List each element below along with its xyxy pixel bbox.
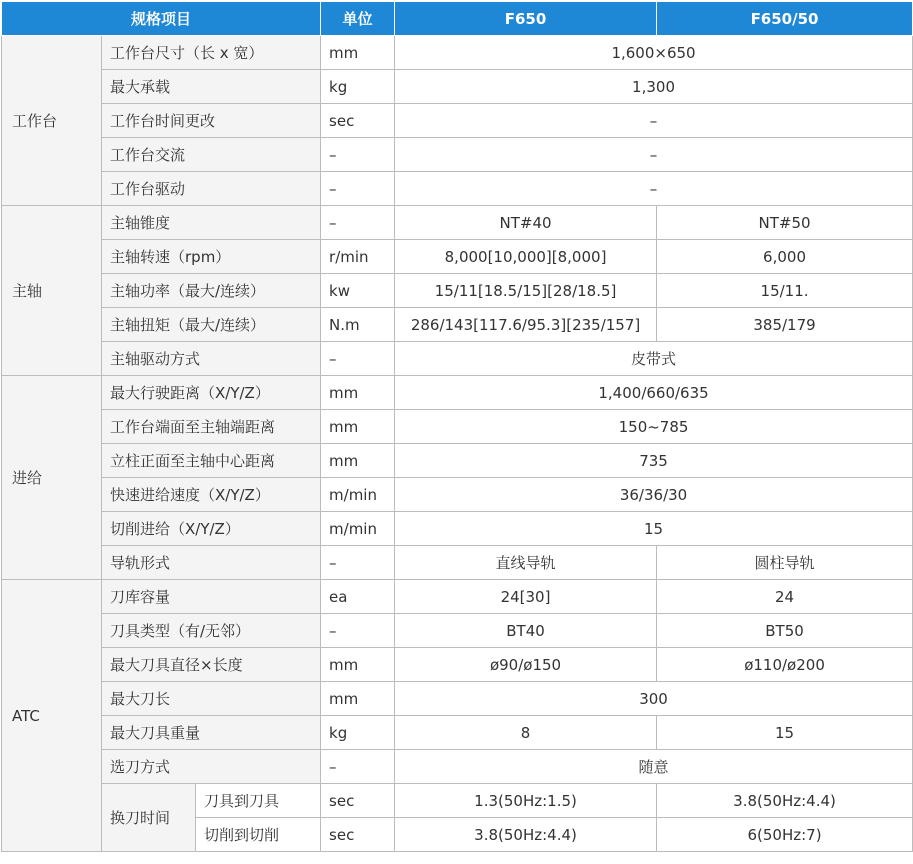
unit-cell: mm	[321, 682, 395, 716]
value-cell-f650-50: 3.8(50Hz:4.4)	[657, 784, 913, 818]
table-row	[2, 376, 913, 410]
unit-cell: mm	[321, 376, 395, 410]
spec-item-cell: 主轴转速（rpm）	[102, 240, 321, 274]
table-row	[2, 104, 913, 138]
value-cell-f650-50: 6(50Hz:7)	[657, 818, 913, 852]
value-cell-shared: 1,400/660/635	[395, 376, 913, 410]
unit-cell: mm	[321, 36, 395, 70]
table-row	[2, 546, 913, 580]
unit-cell: mm	[321, 444, 395, 478]
value-cell-f650-50: ø110/ø200	[657, 648, 913, 682]
spec-item-cell: 最大刀具直径×长度	[102, 648, 321, 682]
table-row	[2, 206, 913, 240]
spec-item-cell: 最大刀具重量	[102, 716, 321, 750]
table-row	[2, 70, 913, 104]
unit-cell: –	[321, 206, 395, 240]
table-row	[2, 410, 913, 444]
table-header-row	[2, 2, 913, 36]
table-row	[2, 614, 913, 648]
spec-item-cell: 主轴功率（最大/连续）	[102, 274, 321, 308]
spec-item-cell: 快速进给速度（X/Y/Z）	[102, 478, 321, 512]
value-cell-shared: 735	[395, 444, 913, 478]
spec-item-cell: 切削进给（X/Y/Z）	[102, 512, 321, 546]
unit-cell: m/min	[321, 512, 395, 546]
spec-item-cell: 工作台驱动	[102, 172, 321, 206]
table-row	[2, 36, 913, 70]
unit-cell: sec	[321, 784, 395, 818]
unit-cell: m/min	[321, 478, 395, 512]
spec-item-cell: 主轴驱动方式	[102, 342, 321, 376]
unit-cell: kg	[321, 716, 395, 750]
spec-item-cell: 刀库容量	[102, 580, 321, 614]
unit-cell: –	[321, 342, 395, 376]
value-cell-f650: 8	[395, 716, 657, 750]
value-cell-f650-50: BT50	[657, 614, 913, 648]
value-cell-shared: 150~785	[395, 410, 913, 444]
unit-cell: N.m	[321, 308, 395, 342]
table-row	[2, 478, 913, 512]
category-cell: ATC	[2, 580, 102, 852]
table-row	[2, 648, 913, 682]
table-row	[2, 750, 913, 784]
value-cell-shared: –	[395, 104, 913, 138]
spec-item-cell: 最大刀长	[102, 682, 321, 716]
value-cell-f650-50: 15/11.	[657, 274, 913, 308]
value-cell-f650: 1.3(50Hz:1.5)	[395, 784, 657, 818]
spec-table-body	[2, 36, 913, 852]
value-cell-shared: 皮带式	[395, 342, 913, 376]
unit-cell: mm	[321, 410, 395, 444]
spec-subitem-cell: 切削到切削	[196, 818, 321, 852]
unit-cell: –	[321, 750, 395, 784]
value-cell-shared: 36/36/30	[395, 478, 913, 512]
spec-item-cell: 换刀时间	[102, 784, 196, 852]
spec-item-cell: 主轴扭矩（最大/连续）	[102, 308, 321, 342]
value-cell-f650-50: NT#50	[657, 206, 913, 240]
value-cell-f650-50: 15	[657, 716, 913, 750]
value-cell-shared: 1,300	[395, 70, 913, 104]
spec-item-cell: 工作台时间更改	[102, 104, 321, 138]
value-cell-f650: 8,000[10,000][8,000]	[395, 240, 657, 274]
value-cell-f650: NT#40	[395, 206, 657, 240]
unit-cell: ea	[321, 580, 395, 614]
spec-item-cell: 选刀方式	[102, 750, 321, 784]
spec-table	[1, 1, 913, 852]
unit-cell: –	[321, 138, 395, 172]
table-row	[2, 172, 913, 206]
value-cell-f650: 3.8(50Hz:4.4)	[395, 818, 657, 852]
table-row	[2, 716, 913, 750]
value-cell-f650: 286/143[117.6/95.3][235/157]	[395, 308, 657, 342]
category-cell: 主轴	[2, 206, 102, 376]
value-cell-shared: 1,600×650	[395, 36, 913, 70]
value-cell-f650: ø90/ø150	[395, 648, 657, 682]
table-row	[2, 444, 913, 478]
table-row	[2, 580, 913, 614]
table-row	[2, 342, 913, 376]
spec-item-cell: 导轨形式	[102, 546, 321, 580]
header-spec-item: 规格项目	[2, 2, 321, 36]
value-cell-f650-50: 24	[657, 580, 913, 614]
spec-item-cell: 工作台端面至主轴端距离	[102, 410, 321, 444]
header-unit: 单位	[321, 2, 395, 36]
value-cell-shared: –	[395, 172, 913, 206]
header-model-f650-50: F650/50	[657, 2, 913, 36]
header-model-f650: F650	[395, 2, 657, 36]
value-cell-f650-50: 圆柱导轨	[657, 546, 913, 580]
unit-cell: sec	[321, 104, 395, 138]
spec-item-cell: 工作台尺寸（长 x 宽）	[102, 36, 321, 70]
spec-item-cell: 工作台交流	[102, 138, 321, 172]
value-cell-f650-50: 6,000	[657, 240, 913, 274]
unit-cell: sec	[321, 818, 395, 852]
table-row	[2, 308, 913, 342]
value-cell-f650: 直线导轨	[395, 546, 657, 580]
value-cell-f650-50: 385/179	[657, 308, 913, 342]
table-row	[2, 512, 913, 546]
unit-cell: kg	[321, 70, 395, 104]
table-row	[2, 138, 913, 172]
unit-cell: –	[321, 614, 395, 648]
value-cell-f650: 15/11[18.5/15][28/18.5]	[395, 274, 657, 308]
table-row	[2, 784, 913, 818]
table-row	[2, 240, 913, 274]
spec-subitem-cell: 刀具到刀具	[196, 784, 321, 818]
unit-cell: –	[321, 546, 395, 580]
unit-cell: –	[321, 172, 395, 206]
table-row	[2, 274, 913, 308]
table-row	[2, 682, 913, 716]
value-cell-f650: 24[30]	[395, 580, 657, 614]
value-cell-shared: 300	[395, 682, 913, 716]
unit-cell: r/min	[321, 240, 395, 274]
spec-item-cell: 最大承载	[102, 70, 321, 104]
spec-item-cell: 立柱正面至主轴中心距离	[102, 444, 321, 478]
unit-cell: kw	[321, 274, 395, 308]
category-cell: 工作台	[2, 36, 102, 206]
spec-item-cell: 最大行驶距离（X/Y/Z）	[102, 376, 321, 410]
spec-item-cell: 主轴锥度	[102, 206, 321, 240]
value-cell-shared: –	[395, 138, 913, 172]
category-cell: 进给	[2, 376, 102, 580]
value-cell-shared: 15	[395, 512, 913, 546]
unit-cell: mm	[321, 648, 395, 682]
value-cell-f650: BT40	[395, 614, 657, 648]
value-cell-shared: 随意	[395, 750, 913, 784]
spec-item-cell: 刀具类型（有/无邻）	[102, 614, 321, 648]
